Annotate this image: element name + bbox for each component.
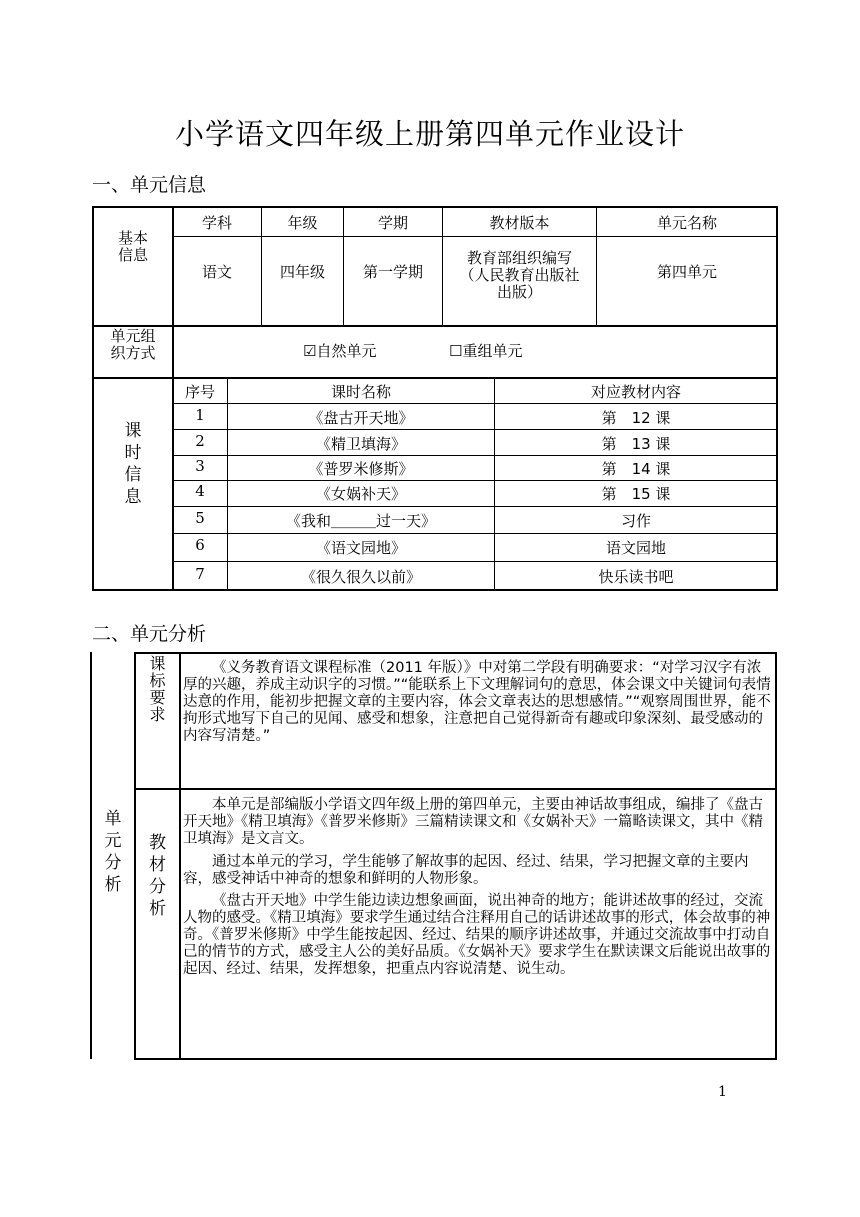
lesson-content: 第 12 课 — [601, 409, 671, 427]
lesson-content: 快乐读书吧 — [598, 568, 674, 586]
header-lesson-name: 课时名称 — [330, 383, 391, 401]
header-unit-name: 单元名称 — [656, 214, 717, 232]
lesson-info-label: 课 时 信 息 — [124, 421, 142, 507]
natural-unit-checkbox[interactable]: ☑自然单元 — [303, 342, 377, 360]
value-textbook-version: 教育部组织编写 （人民教育出版社 出版） — [459, 249, 580, 301]
org-label: 单元组 织方式 — [110, 327, 156, 362]
page-title: 小学语文四年级上册第四单元作业设计 — [174, 117, 685, 151]
lesson-no: 1 — [195, 406, 205, 424]
lesson-no: 4 — [195, 482, 205, 500]
value-semester: 第一学期 — [362, 263, 423, 281]
unit-analysis-label: 单 元 分 析 — [104, 809, 122, 895]
lesson-name: 《语文园地》 — [315, 539, 406, 557]
material-paragraph: 本单元是部编版小学语文四年级上册的第四单元，主要由神话故事组成，编排了《盘古开天地》《精卫填海》《普罗米修斯》三篇精读课文和《女娲补天》一篇略读课文，其中《精卫填海》是文言文。 — [183, 797, 763, 847]
lesson-no: 3 — [195, 457, 205, 475]
lesson-no: 2 — [195, 432, 205, 450]
header-textbook-version: 教材版本 — [489, 214, 550, 232]
material-paragraph: 通过本单元的学习，学生能够了解故事的起因、经过、结果，学习把握文章的主要内容，感受神话中神奇的想象和鲜明的人物形象。 — [183, 854, 749, 887]
lesson-no: 5 — [195, 509, 205, 527]
lesson-name: 《很久很久以前》 — [300, 568, 421, 586]
lesson-content: 习作 — [620, 512, 651, 530]
material-paragraph: 《盘古开天地》中学生能边读边想象画面，说出神奇的地方；能讲述故事的经过，交流人物的感受。《精卫填海》要求学生通过结合注释用自己的话讲述故事的形式，体会故事的神奇。《普罗米修斯》中学生能按起因、经过、结果的顺序讲述故事，并通过交流故事中打动自己的情节的方式，感受主人公的美好品质。《女娲补天》要求学生在默读课文后能说出故事的起因、经过、结果，发挥想象，把重点内容说清楚、说生动。 — [183, 893, 771, 977]
material-label: 教 材 分 析 — [149, 833, 166, 919]
basic-info-label: 基本 信息 — [117, 229, 148, 264]
lesson-content: 第 13 课 — [601, 435, 671, 453]
standard-label: 课 标 要 求 — [149, 654, 166, 724]
lesson-content: 语文园地 — [605, 539, 666, 557]
header-textbook-content: 对应教材内容 — [590, 383, 681, 401]
lesson-content: 第 14 课 — [601, 460, 671, 478]
lesson-no: 7 — [195, 565, 205, 583]
lesson-no: 6 — [195, 536, 205, 554]
header-semester: 学期 — [377, 214, 408, 232]
page-number: 1 — [718, 1084, 727, 1100]
lesson-name: 《精卫填海》 — [315, 435, 406, 453]
regroup-unit-checkbox[interactable]: ☐重组单元 — [449, 342, 523, 360]
lesson-name: 《盘古开天地》 — [308, 409, 414, 427]
lesson-name: 《我和＿＿＿过一天》 — [285, 512, 436, 530]
section-heading-unit-analysis: 二、单元分析 — [92, 623, 207, 645]
header-grade: 年级 — [287, 214, 318, 232]
lesson-name: 《女娲补天》 — [315, 485, 406, 503]
curriculum-standard-text: 《义务教育语文课程标准（2011 年版）》中对第二学段有明确要求：“对学习汉字有浓厚的兴趣，养成主动识字的习惯。”“能联系上下文理解词句的意思，体会课文中关键词句表情达意的作用，能初步把握文章的主要内容，体会文章表达的思想感情。”“观察周围世界，能不拘形式地写下自己的见闻、感受和想象，注意把自己觉得新奇有趣或印象深刻、最受感动的内容写清楚。” — [183, 660, 771, 744]
header-subject: 学科 — [201, 214, 232, 232]
value-grade: 四年级 — [279, 263, 325, 281]
value-subject: 语文 — [201, 263, 232, 281]
section-heading-unit-info: 一、单元信息 — [92, 174, 207, 196]
header-no: 序号 — [184, 383, 215, 401]
value-unit-name: 第四单元 — [656, 263, 717, 281]
lesson-content: 第 15 课 — [601, 485, 671, 503]
lesson-name: 《普罗米修斯》 — [308, 460, 414, 478]
